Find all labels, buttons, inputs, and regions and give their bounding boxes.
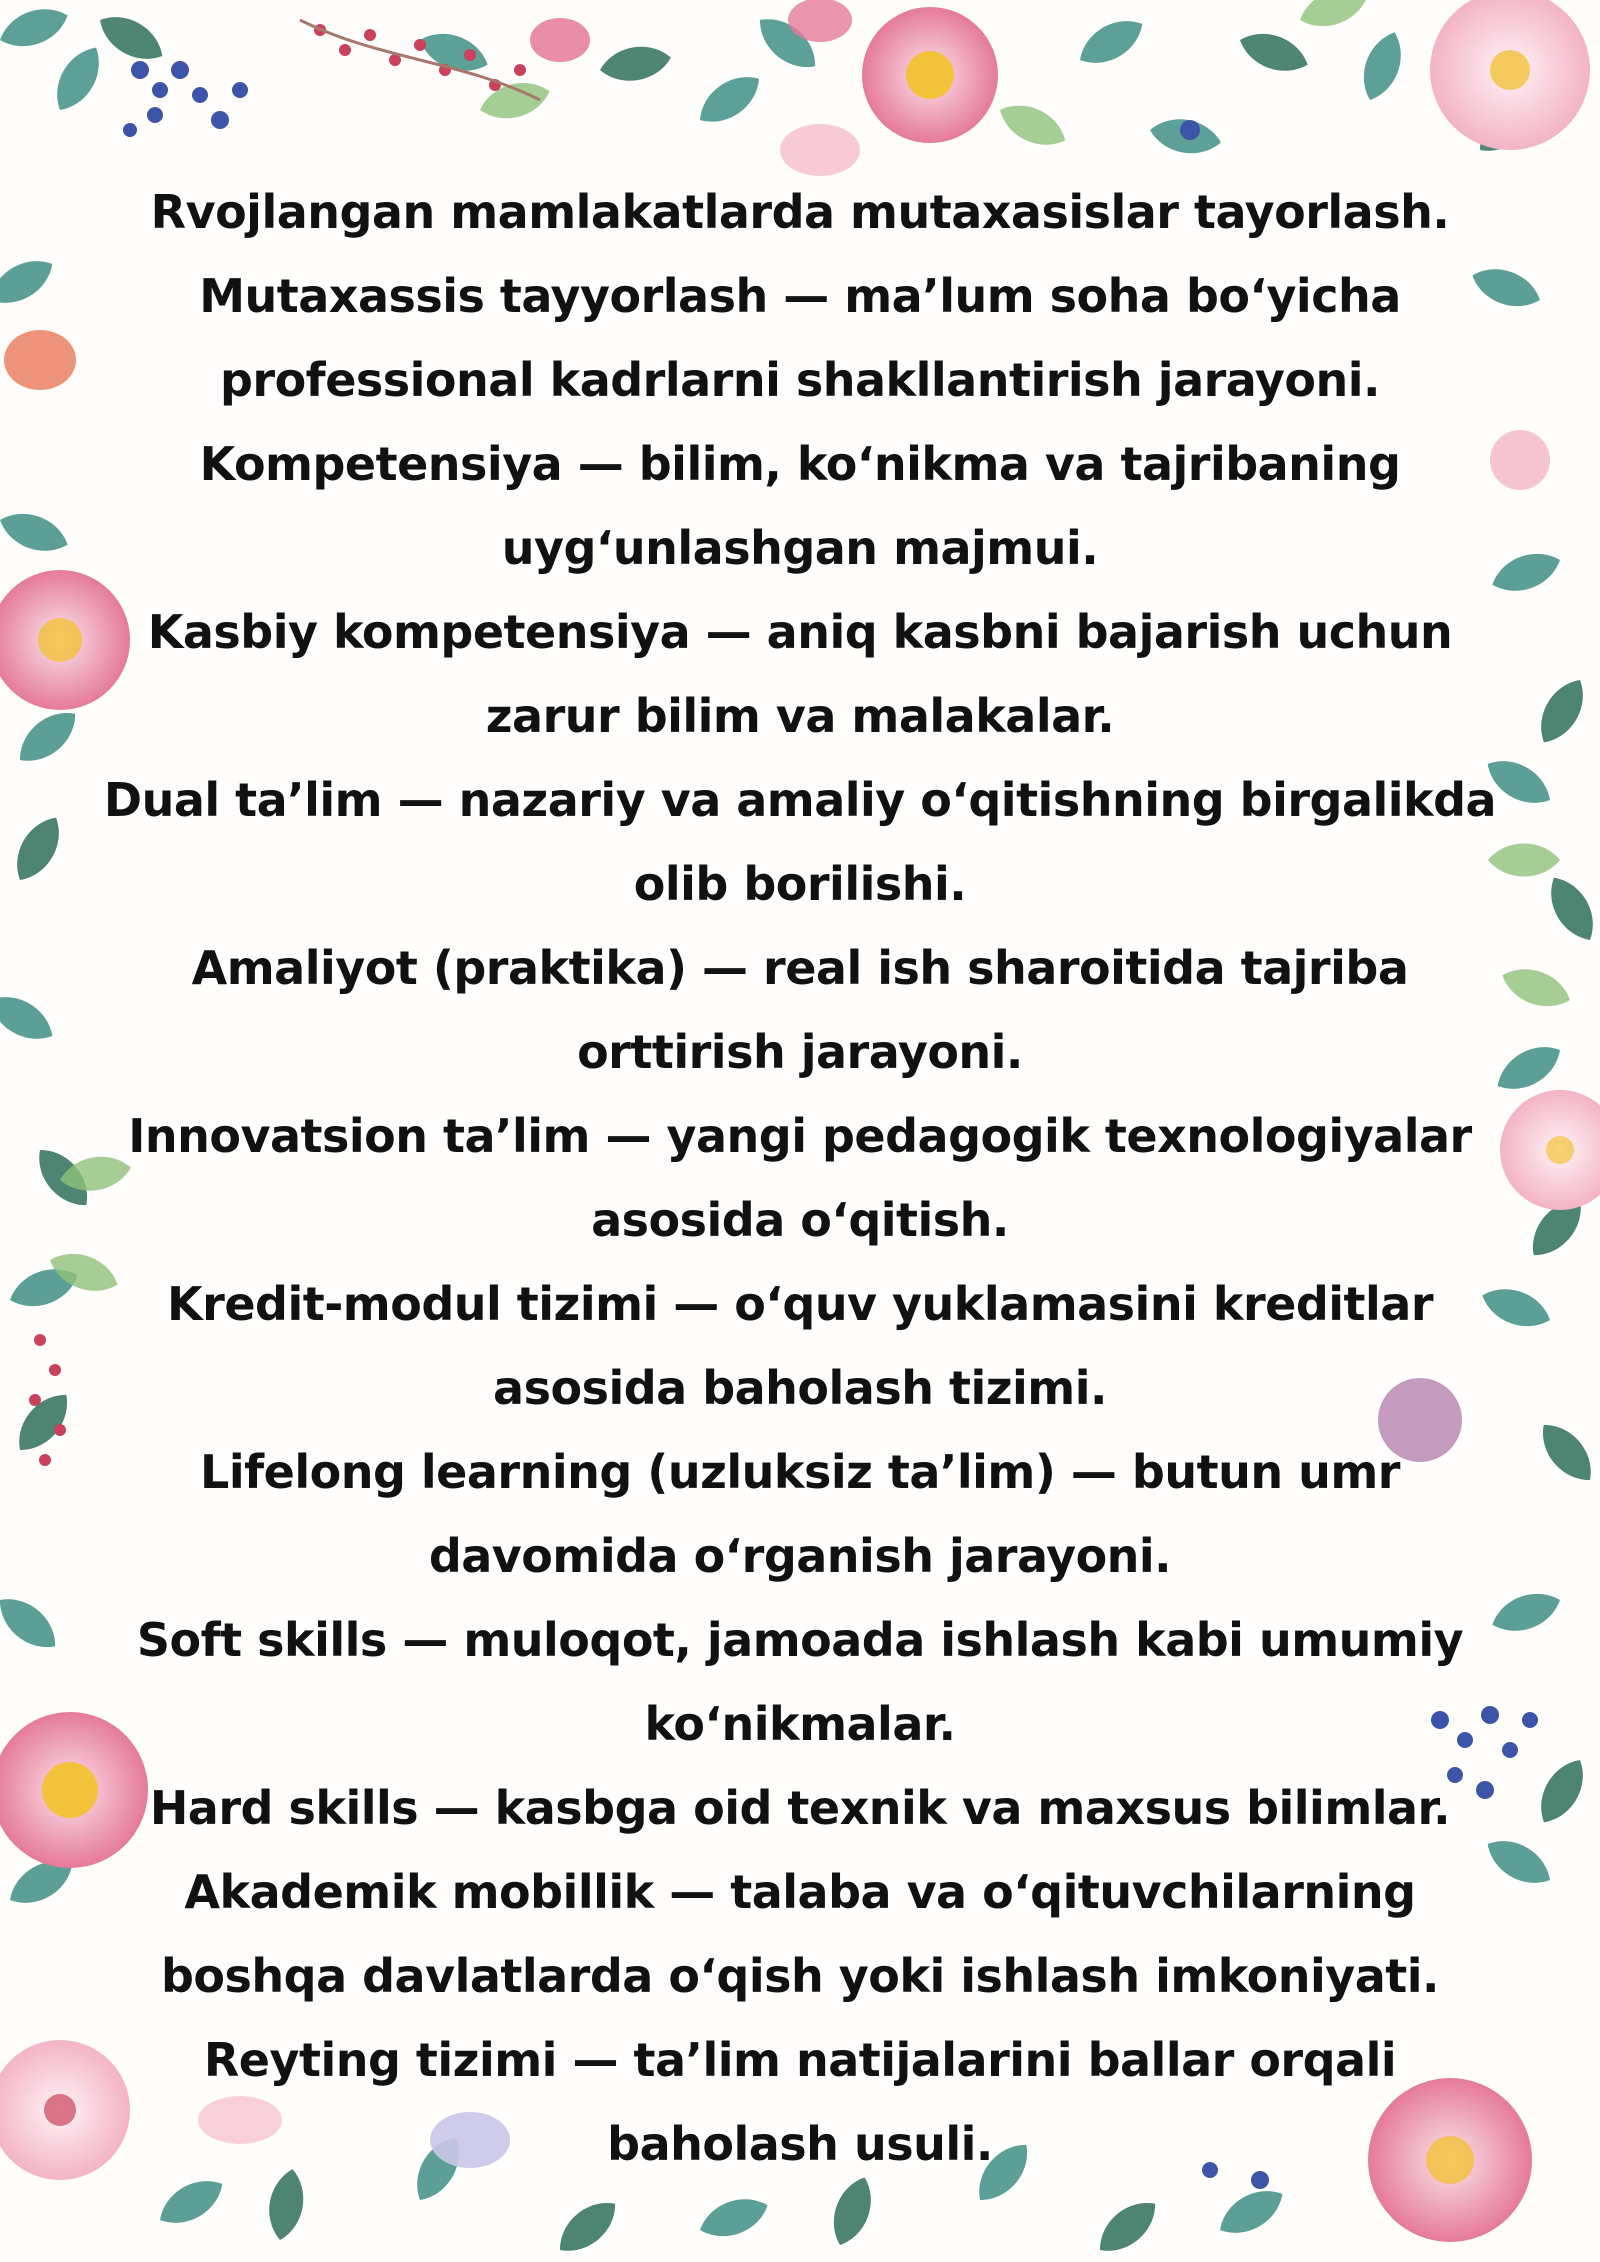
definition-entry: Hard skills — kasbga oid texnik va maxsus bilimlar. [149, 1781, 1451, 1835]
definition-entry: Kredit-modul tizimi — o‘quv yuklamasini kreditlar asosida baholash tizimi. [166, 1277, 1433, 1415]
definition-entry: Amaliyot (praktika) — real ish sharoitida tajriba orttirish jarayoni. [191, 941, 1409, 1079]
definition-entry: Soft skills — muloqot, jamoada ishlash kabi umumiy ko‘nikmalar. [136, 1613, 1464, 1751]
definition-entry: Kompetensiya — bilim, ko‘nikma va tajribaning uyg‘unlashgan majmui. [199, 437, 1401, 575]
top-foliage [0, 0, 1590, 176]
definition-entry: Innovatsion ta’lim — yangi pedagogik texnologiyalar asosida o‘qitish. [128, 1109, 1472, 1247]
definition-entry: Akademik mobillik — talaba va o‘qituvchilarning boshqa davlatlarda o‘qish yoki ishlash imkoniyati. [160, 1865, 1440, 2003]
definition-entry: Lifelong learning (uzluksiz ta’lim) — butun umr davomida o‘rganish jarayoni. [200, 1445, 1400, 1583]
document-body [60, 170, 1540, 2186]
definition-entry: Dual ta’lim — nazariy va amaliy o‘qitishning birgalikda olib borilishi. [103, 773, 1497, 911]
definition-entry: Kasbiy kompetensiya — aniq kasbni bajarish uchun zarur bilim va malakalar. [147, 605, 1453, 743]
definition-entry: Mutaxassis tayyorlash — ma’lum soha bo‘yicha professional kadrlarni shakllantirish jarayoni. [199, 269, 1401, 407]
definition-entry: Reyting tizimi — ta’lim natijalarini ballar orqali baholash usuli. [203, 2033, 1397, 2171]
document-title: Rvojlangan mamlakatlarda mutaxasislar tayorlash. [150, 185, 1450, 239]
